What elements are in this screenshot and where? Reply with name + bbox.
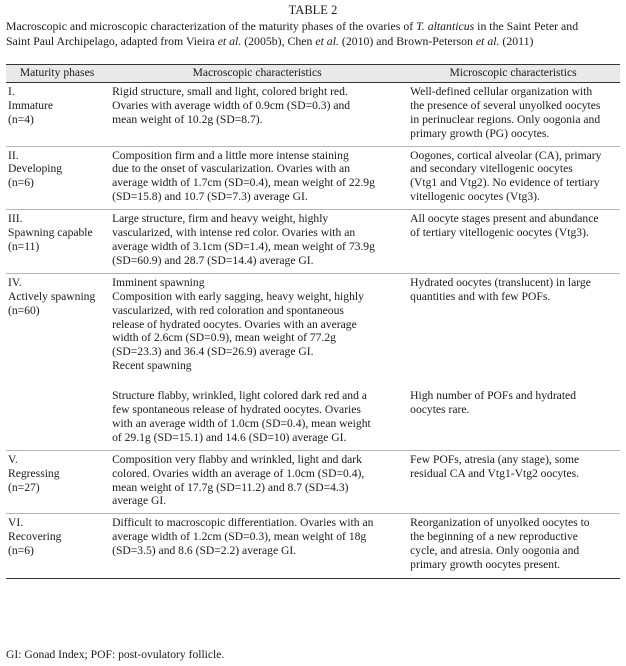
- cell-line: (n=60): [8, 303, 40, 317]
- header-macroscopic: Macroscopic characteristics: [108, 65, 406, 83]
- header-maturity-phases: Maturity phases: [6, 65, 108, 83]
- table-row: [6, 450, 620, 514]
- cell-line: Difficult to macroscopic differentiation. Ovaries with an: [112, 516, 374, 530]
- cell-line: cycle, and atresia. Only oogonia and: [410, 544, 580, 558]
- cell-macroscopic: [108, 82, 406, 146]
- cell-line: few spontaneous release of hydrated oocytes. Ovaries: [112, 403, 361, 417]
- cell-line: Spawning capable: [8, 226, 93, 240]
- cell-line: of 29.1g (SD=15.1) and 14.6 (SD=10) average GI.: [112, 430, 347, 444]
- cell-macroscopic: [108, 210, 406, 274]
- cell-line: Few POFs, atresia (any stage), some: [410, 452, 580, 466]
- cell-line: the presence of several unyolked oocytes: [410, 98, 601, 112]
- table-caption: [6, 19, 620, 49]
- cell-line: Oogones, cortical alveolar (CA), primary: [410, 148, 602, 162]
- cell-line: Recent spawning: [112, 359, 192, 373]
- cell-line: (n=6): [8, 176, 34, 190]
- cell-line: of tertiary vitellogenic oocytes (Vtg3).: [410, 226, 589, 240]
- cell-line: Composition firm and a little more intense staining: [112, 148, 349, 162]
- cell-phase: [6, 387, 108, 450]
- cell-line: VI.: [8, 516, 24, 530]
- cell-line: (SD=60.9) and 28.7 (SD=14.4) average GI.: [112, 253, 314, 267]
- cell-line: (n=27): [8, 480, 40, 494]
- cell-line: Immature: [8, 98, 54, 112]
- cell-line: (SD=3.5) and 8.6 (SD=2.2) average GI.: [112, 544, 297, 558]
- maturity-table: [6, 64, 620, 579]
- cell-line: width of 2.6cm (SD=0.9), mean weight of 77.2g: [112, 331, 336, 345]
- cell-line: and secondary vitellogenic oocytes: [410, 162, 573, 176]
- cell-microscopic: [406, 387, 620, 450]
- cell-line: I.: [8, 84, 15, 98]
- cell-line: (n=4): [8, 112, 34, 126]
- cell-line: residual CA and Vtg1-Vtg2 oocytes.: [410, 466, 579, 480]
- cell-line: primary growth (PG) oocytes.: [410, 126, 550, 140]
- cell-phase: [6, 273, 108, 373]
- cell-line: Composition very flabby and wrinkled, light and dark: [112, 452, 362, 466]
- table-row: [6, 82, 620, 146]
- table-row: [6, 273, 620, 373]
- cell-macroscopic: [108, 146, 406, 210]
- cell-line: average width of 3.1cm (SD=1.4), mean weight of 73.9g: [112, 239, 375, 253]
- cell-line: (n=6): [8, 544, 34, 558]
- cell-line: II.: [8, 148, 19, 162]
- table-row: [6, 514, 620, 579]
- cell-line: mean weight of 10.2g (SD=8.7).: [112, 112, 263, 126]
- cell-line: oocytes rare.: [410, 403, 470, 417]
- cell-line: (Vtg1 and Vtg2). No evidence of tertiary: [410, 176, 600, 190]
- cell-line: quantities and with few POFs.: [410, 289, 551, 303]
- caption-et-al: et al.: [217, 34, 242, 48]
- cell-line: IV.: [8, 275, 22, 289]
- caption-text: Saint Paul Archipelago, adapted from Vieira: [6, 34, 218, 48]
- cell-line: Composition with early sagging, heavy weight, highly: [112, 289, 364, 303]
- caption-species: T. altanticus: [416, 19, 475, 33]
- cell-microscopic: [406, 82, 620, 146]
- table-row: [6, 146, 620, 210]
- cell-line: Recovering: [8, 530, 62, 544]
- cell-line: Actively spawning: [8, 289, 96, 303]
- cell-line: average width of 1.2cm (SD=0.3), mean weight of 18g: [112, 530, 367, 544]
- caption-text: (2005b), Chen: [241, 34, 316, 48]
- cell-line: (n=11): [8, 239, 40, 253]
- cell-microscopic: [406, 273, 620, 373]
- cell-line: Developing: [8, 162, 63, 176]
- cell-line: Structure flabby, wrinkled, light colored dark red and a: [112, 389, 367, 403]
- cell-line: with an average width of 1.0cm (SD=0.4), mean weight: [112, 416, 371, 430]
- caption-et-al: et al.: [475, 34, 500, 48]
- cell-macroscopic: [108, 450, 406, 514]
- caption-text: Macroscopic and microscopic characterization of the maturity phases of the ovaries of: [6, 19, 417, 33]
- cell-line: in perinuclear regions. Only oogonia and: [410, 112, 601, 126]
- cell-line: vascularized, with red coloration and spontaneous: [112, 303, 344, 317]
- cell-line: due to the onset of vascularization. Ovaries with an: [112, 162, 350, 176]
- table-footnote: GI: Gonad Index; POF: post-ovulatory follicle.: [6, 648, 225, 661]
- table-row: [6, 387, 620, 450]
- header-microscopic: Microscopic characteristics: [406, 65, 620, 83]
- cell-macroscopic: [108, 387, 406, 450]
- cell-line: primary growth oocytes present.: [410, 558, 561, 572]
- row-spacer: [6, 373, 620, 387]
- table-header-row: [6, 65, 620, 83]
- cell-line: III.: [8, 212, 23, 226]
- cell-line: V.: [8, 452, 18, 466]
- cell-line: vascularized, with intense red color. Ovaries with an: [112, 226, 356, 240]
- cell-line: (SD=15.8) and 10.7 (SD=7.3) average GI.: [112, 190, 308, 204]
- cell-line: Imminent spawning: [112, 275, 205, 289]
- cell-microscopic: [406, 450, 620, 514]
- cell-phase: [6, 514, 108, 579]
- cell-macroscopic: [108, 514, 406, 579]
- cell-line: average width of 1.7cm (SD=0.4), mean weight of 22.9g: [112, 176, 375, 190]
- cell-macroscopic: [108, 273, 406, 373]
- cell-phase: [6, 450, 108, 514]
- cell-microscopic: [406, 146, 620, 210]
- caption-et-al: et al.: [315, 34, 339, 48]
- cell-line: vitellogenic oocytes (Vtg3).: [410, 190, 540, 204]
- cell-line: All oocyte stages present and abundance: [410, 212, 599, 226]
- caption-text: (2011): [499, 34, 534, 48]
- cell-phase: [6, 210, 108, 274]
- cell-line: colored. Ovaries width an average of 1.0cm (SD=0.4),: [112, 466, 365, 480]
- caption-text: in the Saint Peter and: [474, 19, 579, 33]
- cell-line: Reorganization of unyolked oocytes to: [410, 516, 590, 530]
- cell-line: Hydrated oocytes (translucent) in large: [410, 275, 591, 289]
- cell-phase: [6, 82, 108, 146]
- cell-microscopic: [406, 210, 620, 274]
- cell-line: average GI.: [112, 494, 167, 508]
- cell-line: mean weight of 17.7g (SD=11.2) and 8.7 (SD=4.3): [112, 480, 349, 494]
- caption-text: (2010) and Brown-Peterson: [338, 34, 476, 48]
- cell-line: Rigid structure, small and light, colored bright red.: [112, 84, 348, 98]
- cell-phase: [6, 146, 108, 210]
- cell-line: release of hydrated oocytes. Ovaries with an average: [112, 317, 357, 331]
- table-row: [6, 210, 620, 274]
- cell-line: Regressing: [8, 466, 60, 480]
- cell-microscopic: [406, 514, 620, 579]
- cell-line: Ovaries with average width of 0.9cm (SD=0.3) and: [112, 98, 351, 112]
- cell-line: High number of POFs and hydrated: [410, 389, 576, 403]
- table-label: TABLE 2: [288, 3, 338, 17]
- cell-line: Large structure, firm and heavy weight, highly: [112, 212, 329, 226]
- cell-line: Well-defined cellular organization with: [410, 84, 593, 98]
- cell-line: (SD=23.3) and 36.4 (SD=26.9) average GI.: [112, 345, 314, 359]
- cell-line: the beginning of a new reproductive: [410, 530, 578, 544]
